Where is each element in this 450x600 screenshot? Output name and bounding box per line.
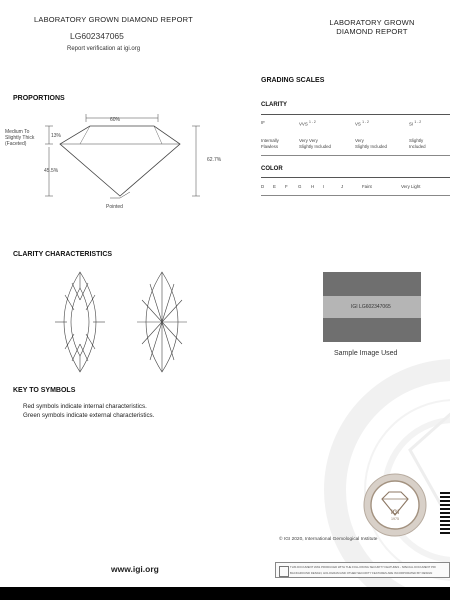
clarity-code: VS — [355, 121, 361, 127]
marquise-pavilion-view — [137, 272, 187, 372]
pavilion-percentage: 45.5% — [44, 168, 59, 174]
key-to-symbols-heading: KEY TO SYMBOLS — [13, 387, 76, 394]
right-title-line1: LABORATORY GROWN — [329, 18, 415, 27]
clarity-desc-line: Internally — [261, 138, 279, 143]
key-internal-note: Red symbols indicate internal characteristics. — [23, 403, 147, 410]
clarity-desc-line: Very Very — [299, 138, 318, 143]
clarity-grade-vvs — [299, 120, 316, 126]
clarity-grade-si — [409, 120, 421, 126]
report-verification[interactable]: Report verification at igi.org — [67, 46, 141, 52]
security-disclaimer-box — [275, 562, 450, 578]
color-grade-g: G — [298, 184, 302, 189]
seal-text: IGI — [390, 510, 399, 516]
clarity-bottom-rule — [261, 155, 450, 156]
color-grade-j: J — [341, 184, 344, 189]
clarity-desc-vs — [355, 138, 387, 149]
clarity-scale-heading: CLARITY — [261, 102, 287, 108]
watermark-seal — [300, 340, 450, 587]
color-bottom-rule — [261, 195, 450, 196]
clarity-desc-vvs — [299, 138, 331, 149]
right-report-title — [322, 18, 422, 36]
clarity-sup: 1 - 2 — [414, 120, 422, 124]
clarity-characteristics-heading: CLARITY CHARACTERISTICS — [13, 251, 113, 258]
right-title-line2: DIAMOND REPORT — [336, 27, 408, 36]
color-faint: Faint — [362, 184, 372, 189]
grading-scales-heading: GRADING SCALES — [261, 77, 325, 84]
qr-code-icon[interactable] — [440, 490, 450, 534]
igi-seal-icon — [362, 472, 428, 538]
clarity-code: VVS — [299, 121, 308, 127]
clarity-grade-if — [261, 120, 265, 125]
proportions-heading: PROPORTIONS — [13, 95, 65, 102]
clarity-code: SI — [409, 121, 414, 127]
clarity-desc-si — [409, 138, 426, 149]
depth-percentage: 62.7% — [207, 157, 222, 163]
clarity-desc-line: Slightly Included — [355, 143, 387, 149]
clarity-code: IF — [261, 120, 265, 125]
girdle-inscription-sample-image — [323, 272, 421, 342]
color-grade-e: E — [273, 184, 276, 189]
clarity-sup: 1 - 2 — [309, 120, 316, 124]
color-scale-heading: COLOR — [261, 166, 283, 172]
clarity-desc-line: Flawless — [261, 143, 279, 149]
disclaimer-line2: BACKGROUND DESIGN, HOLOGRAM AND OTHER SECURITY FEATURES ARE INCORPORATED BY DESIGN — [290, 571, 433, 575]
clarity-scale-rule — [261, 114, 450, 115]
inscription-text: IGI LG602347065 — [351, 304, 391, 310]
sample-image-caption: Sample Image Used — [334, 350, 398, 357]
document-icon — [279, 566, 289, 577]
report-title: LABORATORY GROWN DIAMOND REPORT — [34, 15, 193, 24]
clarity-desc-line: Included — [409, 143, 426, 149]
crown-percentage: 13% — [51, 133, 62, 139]
copyright-note: © IGI 2020, International Gemological Institute — [279, 537, 378, 542]
color-grade-h: H — [311, 184, 315, 189]
color-grade-d: D — [261, 184, 265, 189]
clarity-sup: 1 - 2 — [362, 120, 369, 124]
website-link[interactable]: www.igi.org — [111, 564, 159, 574]
clarity-desc-line: Slightly — [409, 138, 424, 143]
color-scale-rule — [261, 177, 450, 178]
marquise-crown-view — [55, 272, 105, 372]
culet-description: Pointed — [106, 204, 123, 210]
color-grade-f: F — [285, 184, 288, 189]
disclaimer-line1: THIS DOCUMENT WAS PRODUCED WITH THE FOLLOWING SECURITY FEATURES - SPECIAL DOCUMENT PRI — [290, 565, 436, 569]
table-percentage: 60% — [110, 117, 121, 123]
color-grade-i: I — [323, 184, 325, 189]
color-very-light: Very Light — [401, 184, 421, 189]
clarity-desc-line: Very — [355, 138, 364, 143]
key-external-note: Green symbols indicate external characteristics. — [23, 412, 155, 419]
seal-year: 1975 — [391, 517, 399, 521]
report-number: LG602347065 — [70, 31, 124, 41]
marquise-plot-diagrams — [50, 270, 210, 375]
clarity-desc-line: Slightly Included — [299, 143, 331, 149]
clarity-desc-if — [261, 138, 279, 149]
clarity-grade-vs — [355, 120, 369, 126]
girdle-description: Medium To Slightly Thick (Faceted) — [5, 129, 35, 147]
